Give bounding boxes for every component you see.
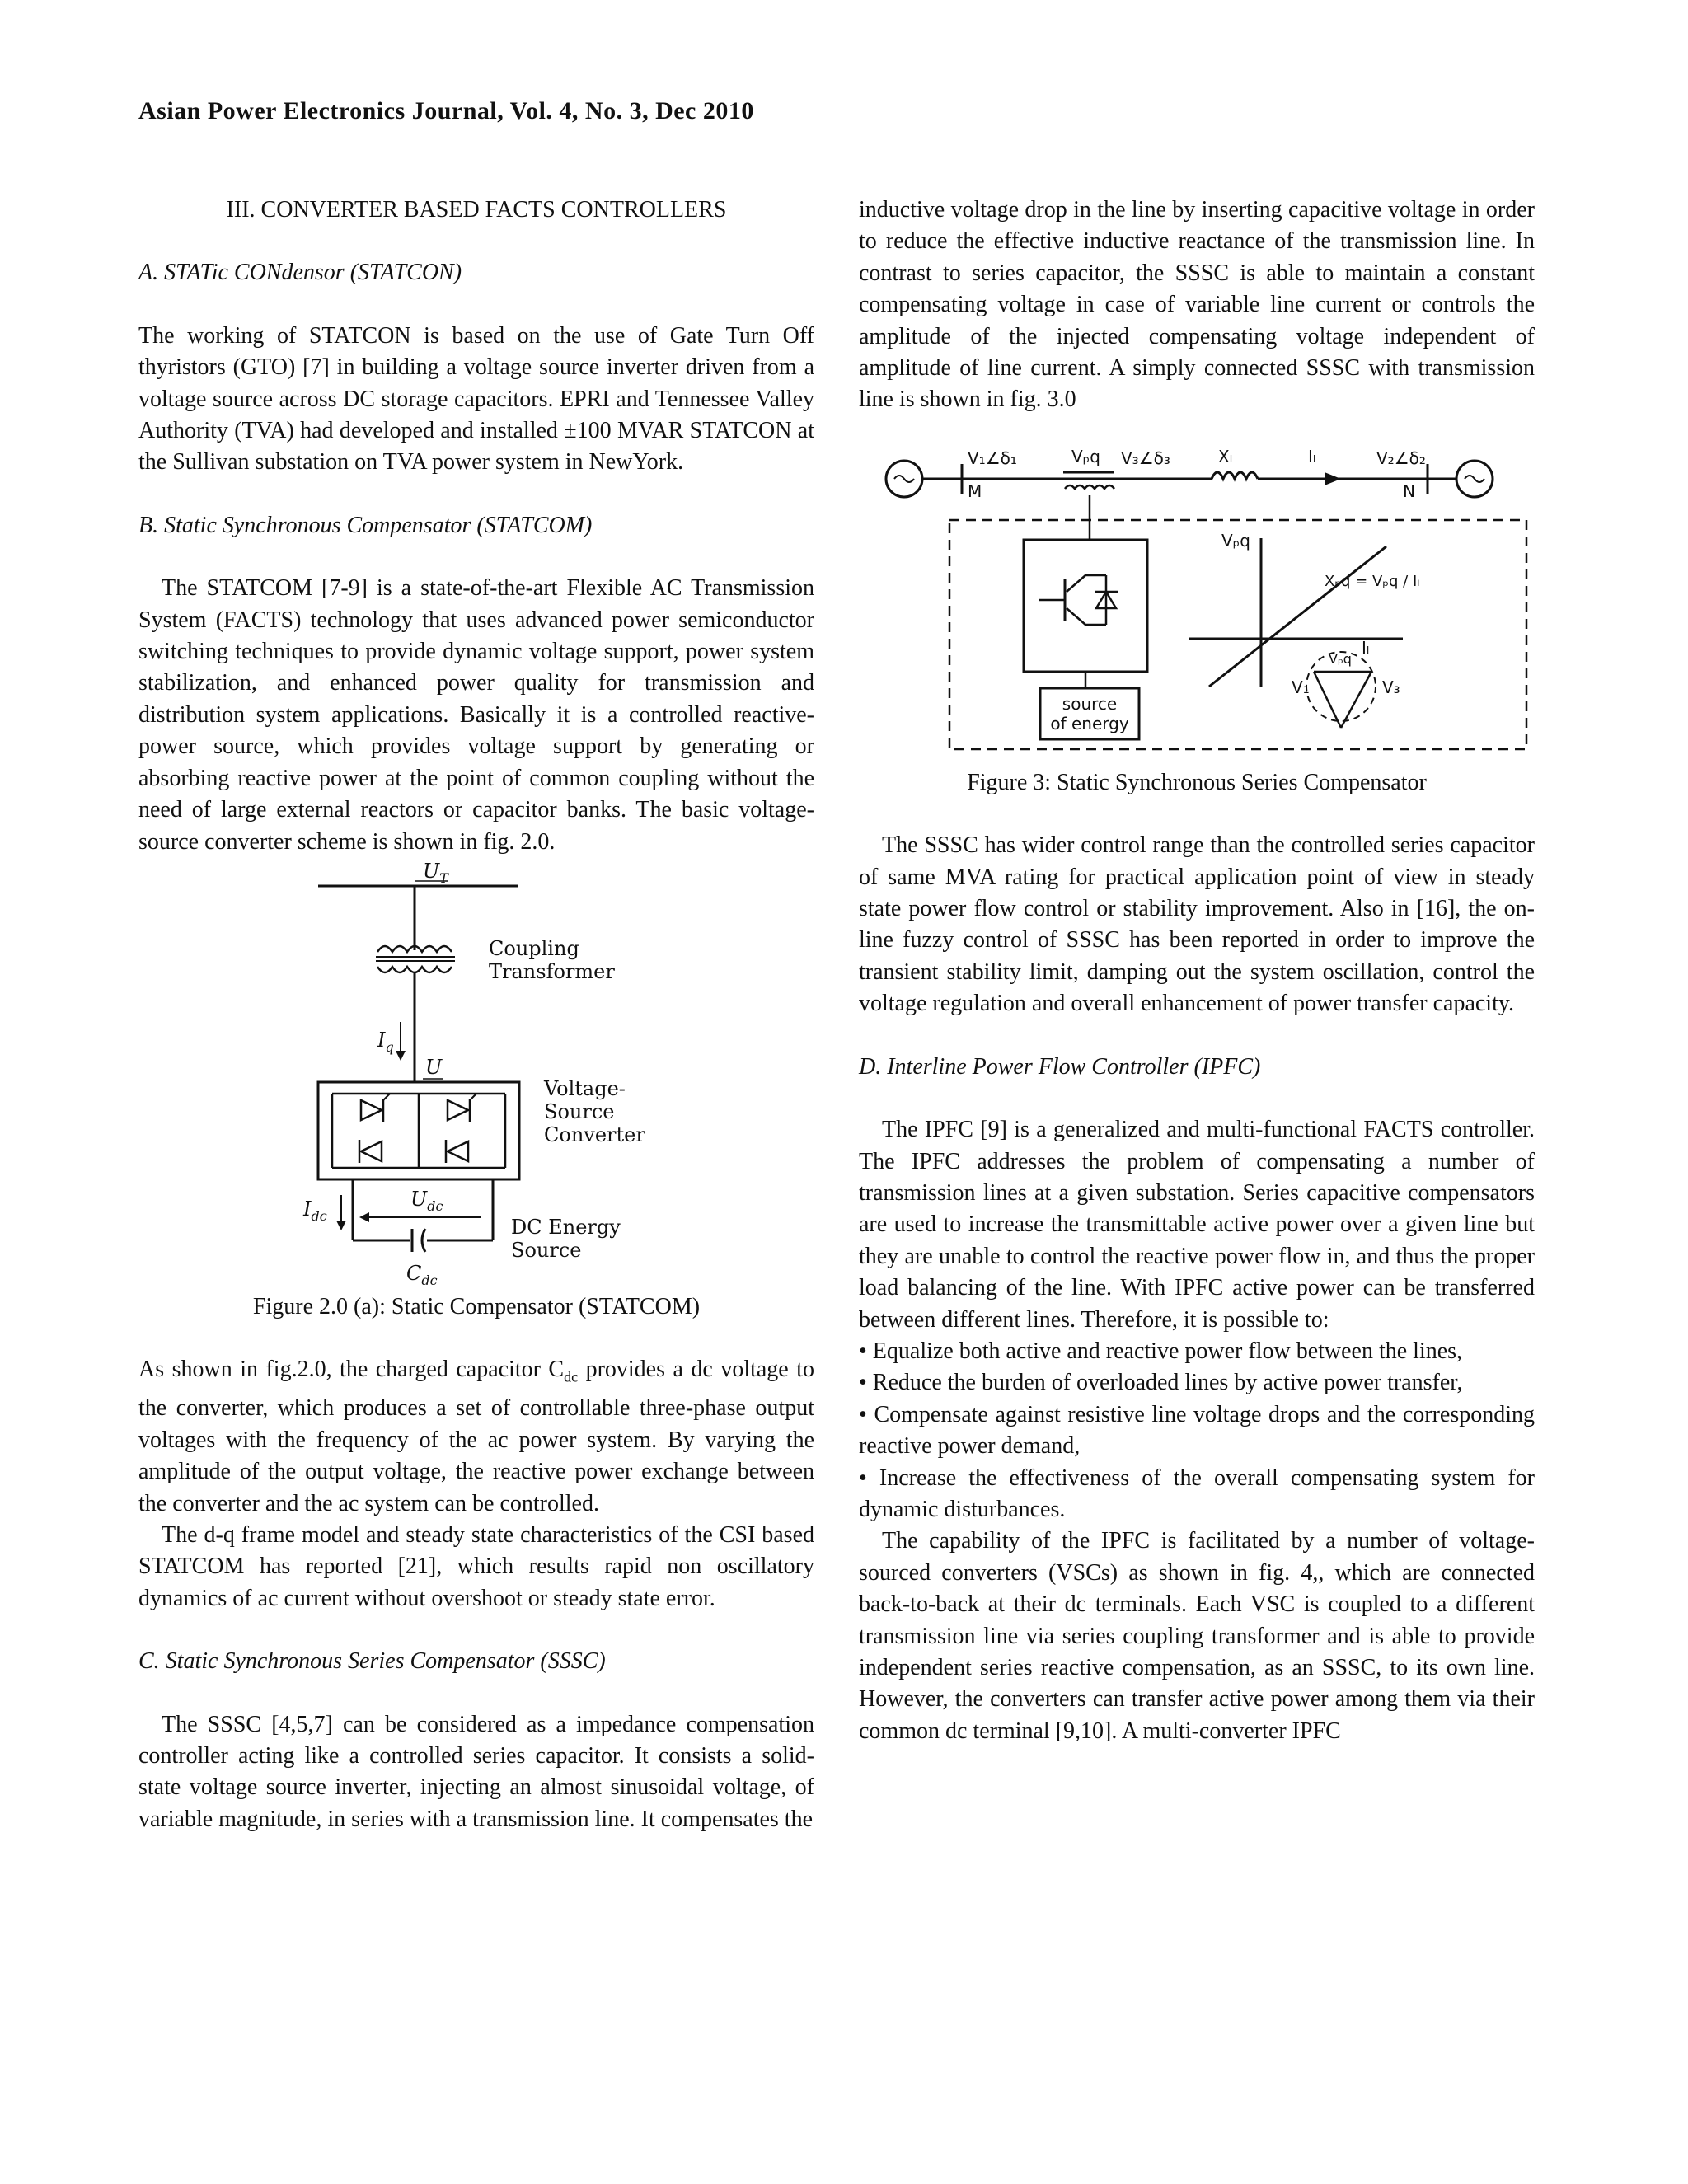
bullet-item: • Equalize both active and reactive power flow between the lines, <box>859 1338 1463 1364</box>
paragraph-sssc-range: The SSSC has wider control range than the controlled series capacitor of same MVA rating for practical application point of view in steady state power flow control or stability improvement. Also in [16], the on-line fuzzy control of SSSC has been reported in order to improve the transient stability limit, damping out the system oscillation, control the voltage regulation and overall enhancement of power transfer capacity. <box>859 832 1535 1017</box>
il-label: Iₗ <box>1308 447 1316 466</box>
coupling-label-1: Coupling <box>489 936 579 960</box>
axis-vpq-label: Vₚq <box>1221 530 1250 551</box>
v2-label: V₂∠δ₂ <box>1376 448 1426 468</box>
dc-source-label-1: DC Energy <box>511 1215 621 1239</box>
series-transformer <box>1065 485 1114 489</box>
left-column <box>138 194 814 1835</box>
vpq-label: Vₚq <box>1071 447 1100 466</box>
axis-il-label: Iₗ <box>1362 637 1370 658</box>
u-label: U <box>425 1055 443 1079</box>
xl-label: Xₗ <box>1218 447 1233 466</box>
paragraph-sssc: The SSSC [4,5,7] can be considered as a impedance compensation controller acting like a controlled series capacitor. It consists a solid-state voltage source inverter, injecting an almost sinusoidal voltage, of variable magnitude, in series with a transmission line. It compensates the <box>138 1711 814 1832</box>
paragraph-statcom: The STATCOM [7-9] is a state-of-the-art Flexible AC Transmission System (FACTS) technology that uses advanced power semiconductor switching techniques to provide dynamic voltage support, power system stabilization, and enhanced power quality for transmission and distribution system applications. Basically it is a controlled reactive-power source, which provides voltage support by generating or absorbing reactive power at the point of common coupling without the need of large external reactors or capacitor banks. The basic voltage-source converter scheme is shown in fig. 2.0. <box>138 575 814 855</box>
thyristor-top-right <box>448 1094 476 1122</box>
paragraph-ipfc-vsc: The capability of the IPFC is facilitated by a number of voltage-sourced converters (VSCs) as shown in fig. 4,, which are connected back-to-back at their dc terminals. Each VSC is coupled to a different transmission line via series coupling transformer and is able to provide independent series reactive compensation, as an SSSC, to its own line. However, the converters can transfer active power among them via their common dc terminal [9,10]. A multi-converter IPFC <box>859 1528 1535 1744</box>
transformer-secondary <box>377 967 452 972</box>
m-label: M <box>968 480 982 501</box>
iq-label: $I_q$ <box>377 1028 394 1055</box>
bullet-item: • Increase the effectiveness of the overall compensating system for dynamic disturbances. <box>859 1465 1535 1522</box>
subsection-heading-b: B. Static Synchronous Compensator (STATCOM) <box>138 512 593 538</box>
subsection-heading-d: D. Interline Power Flow Controller (IPFC) <box>859 1053 1261 1080</box>
line-reactance <box>1212 472 1258 479</box>
iq-arrow <box>396 1051 406 1061</box>
energy-label-1: source <box>1062 693 1118 714</box>
idc-label: $I_{dc}$ <box>303 1197 327 1224</box>
statcom-figure <box>138 861 814 1298</box>
figure-3-caption: Figure 3: Static Synchronous Series Compensator <box>967 769 1427 795</box>
paragraph-fig2-explanation: As shown in fig.2.0, the charged capacitor $C_{dc}$ provides a dc voltage to the converter, which produces a set of controllable three-phase output voltages with the frequency of the ac power system. By varying the amplitude of the output voltage, the reactive power exchange between the converter and the ac system can be controlled. <box>138 1357 814 1516</box>
figure-2-caption: Figure 2.0 (a): Static Compensator (STATCOM) <box>252 1293 701 1319</box>
vsc-label-1: Voltage- <box>544 1076 626 1100</box>
cdc-label: $C_{dc}$ <box>406 1261 438 1288</box>
v3-phasor-label: V₃ <box>1382 677 1400 697</box>
paragraph-statcon: The working of STATCON is based on the use of Gate Turn Off thyristors (GTO) [7] in building a voltage source inverter driven from a voltage source across DC storage capacitors. EPRI and Tennessee Valley Authority (TVA) had developed and installed ±100 MVAR STATCON at the Sullivan substation on TVA power system in NewYork. <box>138 322 814 476</box>
v1-phasor-label: V₁ <box>1292 677 1310 697</box>
paragraph-dq-model: The d-q frame model and steady state characteristics of the CSI based STATCOM has reported [21], which results rapid non oscillatory dynamics of ac current without overshoot or steady state error. <box>138 1521 814 1611</box>
dashed-enclosure <box>950 520 1526 749</box>
energy-label-2: of energy <box>1050 713 1129 733</box>
subsection-heading-a: A. STATic CONdensor (STATCON) <box>138 260 462 286</box>
coupling-label-2: Transformer <box>489 959 615 983</box>
converter-block <box>1024 540 1147 672</box>
udc-label: $U_{dc}$ <box>410 1187 443 1214</box>
diode-bottom-right <box>446 1140 468 1163</box>
section-heading: III. CONVERTER BASED FACTS CONTROLLERS <box>226 197 727 223</box>
dc-source-label-2: Source <box>511 1238 582 1262</box>
vsc-label-2: Source <box>544 1099 615 1123</box>
diode-bottom-left <box>359 1140 382 1163</box>
v3-label: V₃∠δ₃ <box>1121 448 1170 468</box>
paragraph-sssc-continued: inductive voltage drop in the line by inserting capacitive voltage in order to reduce the effective inductive reactance of the transmission line. In contrast to series capacitor, the SSSC is able to maintain a constant compensating voltage in case of variable line current or controls the amplitude of the injected compensating voltage independent of amplitude of line current. A simply connected SSSC with transmission line is shown in fig. 3.0 <box>859 197 1535 413</box>
vsc-label-3: Converter <box>544 1122 645 1146</box>
n-label: N <box>1403 480 1415 501</box>
vpq-phasor-label: Vₚq <box>1329 650 1352 667</box>
paragraph-ipfc: The IPFC [9] is a generalized and multi-functional FACTS controller. The IPFC addresses the problem of compensating a number of transmission lines at a given substation. Series capacitive compensators are used to increase the transmittable active power over a given line but they are unable to control the reactive power flow in, and thus the proper load balancing of the line. With IPFC active power can be transferred between different lines. Therefore, it is possible to: <box>859 1117 1535 1333</box>
capacitor-plate-2 <box>422 1229 425 1252</box>
subsection-heading-c: C. Static Synchronous Series Compensator (SSSC) <box>138 1648 606 1675</box>
ut-label: $U_T$ <box>423 860 448 886</box>
right-column <box>859 194 1535 1747</box>
xpq-label: Xₚq = Vₚq / Iₗ <box>1325 572 1420 590</box>
bullet-item: • Compensate against resistive line voltage drops and the corresponding reactive power demand, <box>859 1401 1535 1460</box>
bullet-item: • Reduce the burden of overloaded lines by active power transfer, <box>859 1370 1463 1396</box>
running-header: Asian Power Electronics Journal, Vol. 4, No. 3, Dec 2010 <box>138 97 754 124</box>
il-arrow <box>1325 472 1341 485</box>
sssc-figure <box>859 448 1535 761</box>
characteristic-line <box>1209 546 1386 687</box>
thyristor-top-left <box>361 1094 390 1122</box>
v1-label: V₁∠δ₁ <box>968 448 1017 468</box>
